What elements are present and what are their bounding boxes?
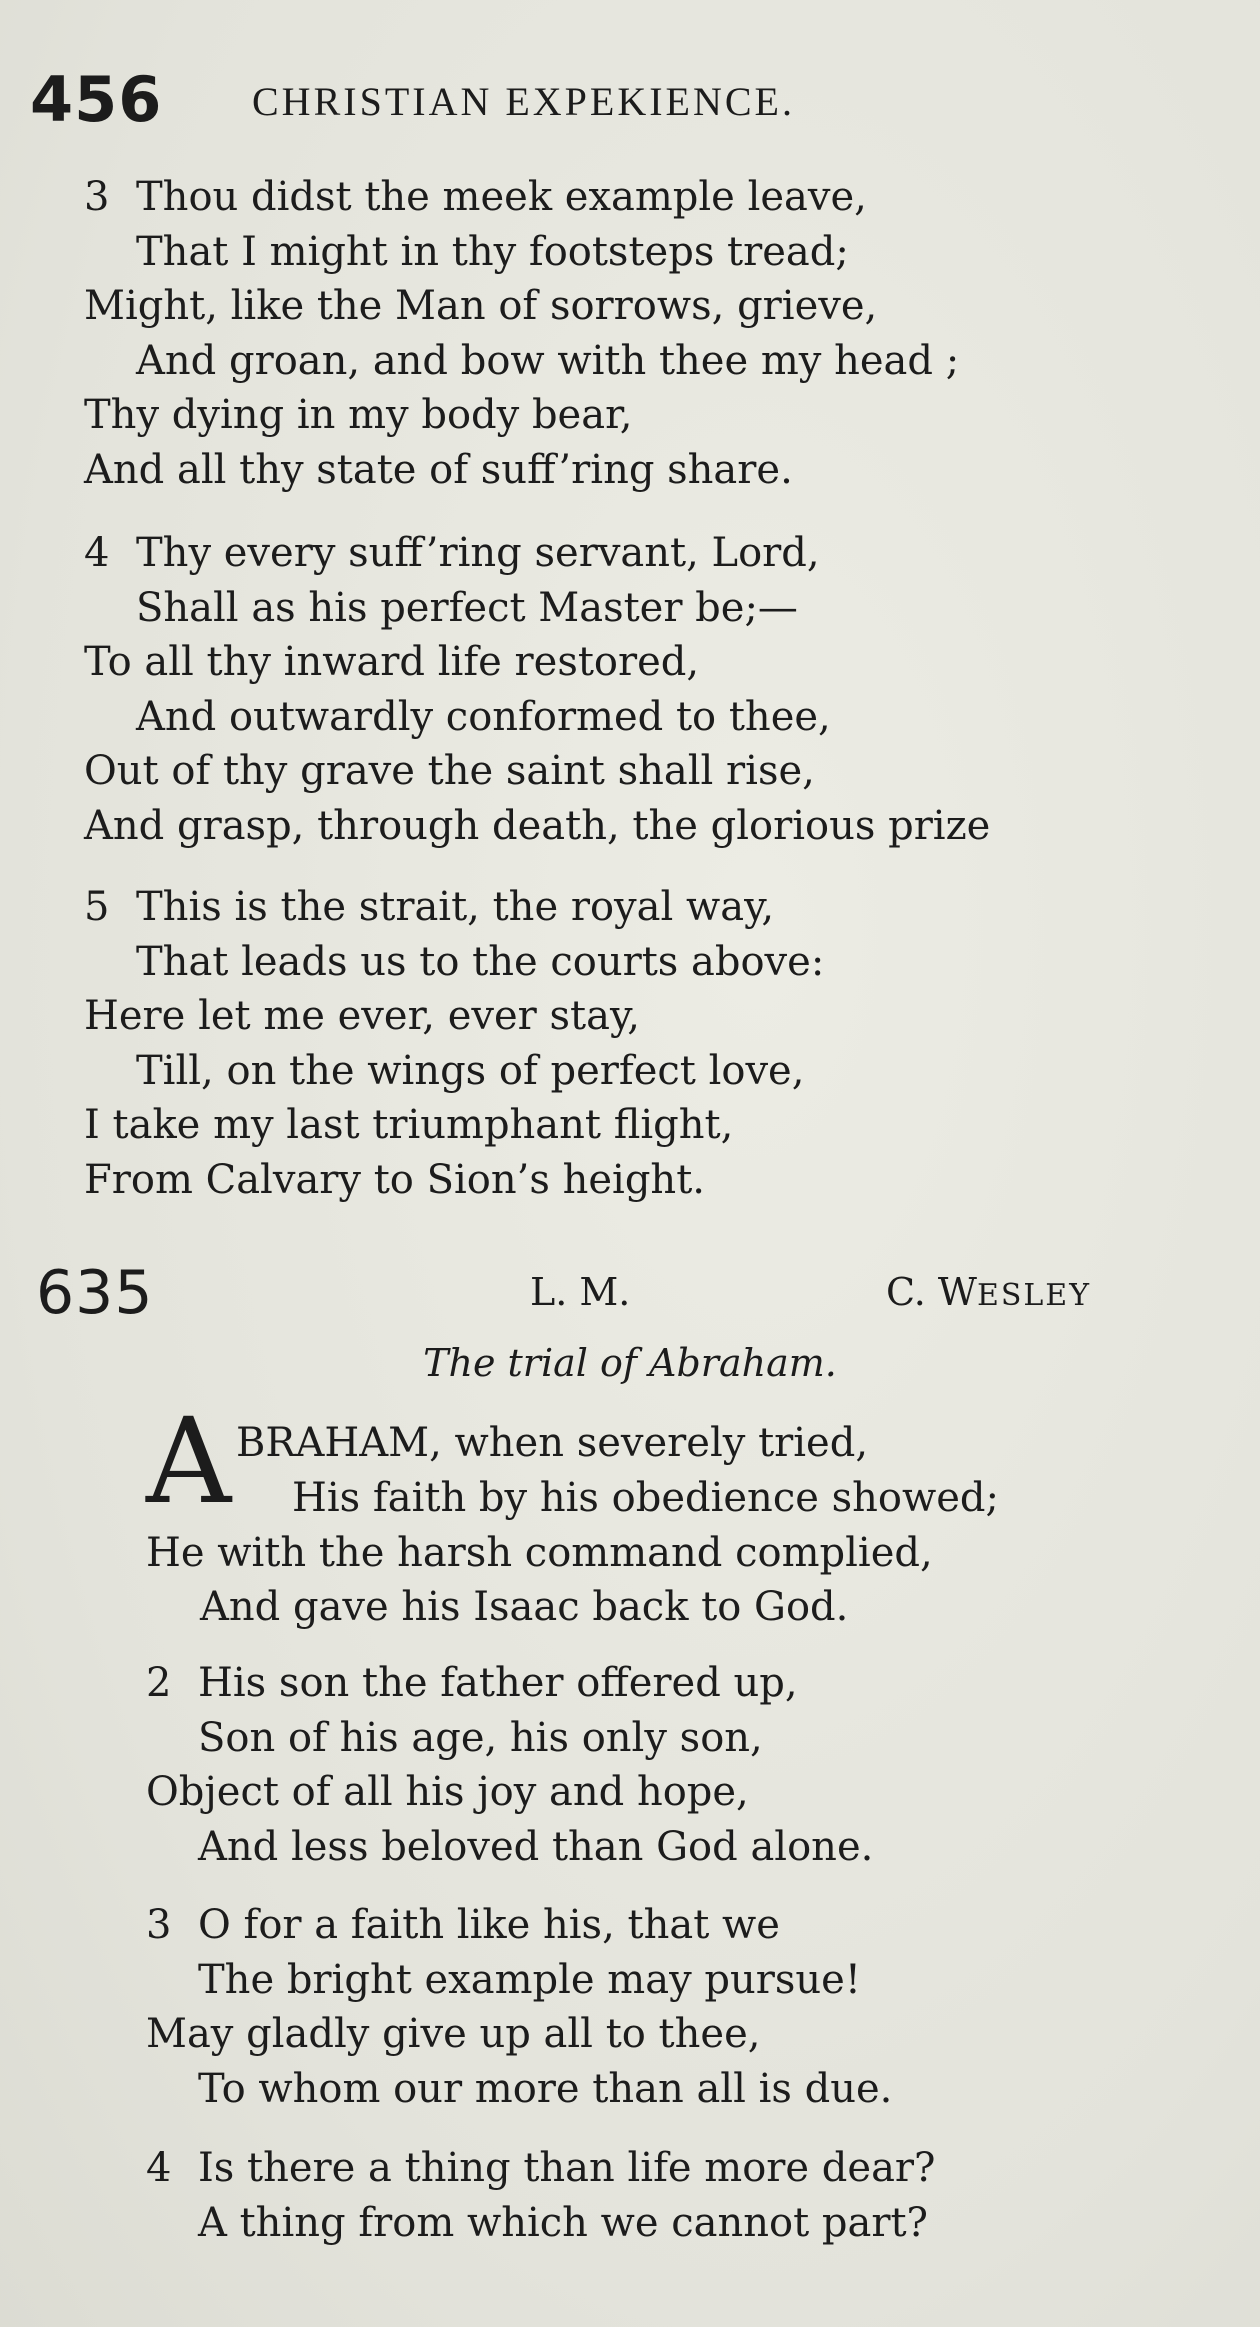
verse-line: That leads us to the courts above: bbox=[136, 938, 825, 985]
verse-line: That I might in thy footsteps tread; bbox=[136, 228, 849, 275]
verse-line: And grasp, through death, the glorious prize bbox=[84, 802, 991, 849]
verse-line: To whom our more than all is due. bbox=[198, 2065, 893, 2112]
verse-line: A thing from which we cannot part? bbox=[198, 2199, 928, 2246]
stanza-number: 3 bbox=[84, 174, 110, 220]
page-header bbox=[30, 60, 1230, 140]
hymn-meter: L. M. bbox=[530, 1270, 631, 1314]
previous-hymn-stanza-5 bbox=[84, 880, 1254, 1208]
verse-line: And less beloved than God alone. bbox=[198, 1823, 874, 1870]
verse-line: Son of his age, his only son, bbox=[198, 1714, 763, 1761]
previous-hymn-stanza-3 bbox=[84, 170, 1254, 498]
verse-line: His faith by his obedience showed; bbox=[292, 1475, 999, 1521]
author-initial: C. W bbox=[886, 1270, 977, 1314]
verse-line: Object of all his joy and hope, bbox=[146, 1769, 749, 1816]
verse-line: Out of thy grave the saint shall rise, bbox=[84, 748, 815, 795]
verse-line: 3 O for a faith like his, that we bbox=[146, 1898, 1226, 1953]
hymn-number: 635 bbox=[36, 1258, 154, 1328]
page-number: 456 bbox=[30, 63, 163, 136]
stanza-number: 4 bbox=[84, 530, 110, 576]
verse-line: BRAHAM, when severely tried, bbox=[236, 1420, 869, 1466]
verse-line: Till, on the wings of perfect love, bbox=[136, 1047, 805, 1094]
hymn-author bbox=[886, 1262, 1091, 1326]
verse-line: To all thy inward life restored, bbox=[84, 639, 700, 686]
verse-line: 5 This is the strait, the royal way, bbox=[84, 880, 1254, 935]
hymn-stanza-2 bbox=[146, 1656, 1226, 1874]
verse-line: 4 Is there a thing than life more dear? bbox=[146, 2141, 1226, 2196]
verse-line: And gave his Isaac back to God. bbox=[200, 1584, 849, 1630]
running-head: CHRISTIAN EXPEKIENCE. bbox=[252, 79, 795, 124]
verse-line: The bright example may pursue! bbox=[198, 1956, 861, 2003]
drop-cap: A bbox=[146, 1392, 232, 1530]
verse-line: 4 Thy every suff’ring servant, Lord, bbox=[84, 526, 1254, 581]
verse-line: And all thy state of suff’ring share. bbox=[84, 446, 793, 493]
stanza-number: 4 bbox=[146, 2145, 172, 2191]
verse-line: Might, like the Man of sorrows, grieve, bbox=[84, 283, 878, 330]
verse-line: Thy dying in my body bear, bbox=[84, 392, 633, 439]
verse-line: 2 His son the father offered up, bbox=[146, 1656, 1226, 1711]
hymn-stanza-4 bbox=[146, 2141, 1226, 2250]
verse-line: May gladly give up all to thee, bbox=[146, 2011, 761, 2058]
hymn-stanza-3 bbox=[146, 1898, 1226, 2116]
previous-hymn-stanza-4 bbox=[84, 526, 1254, 854]
verse-line: 3 Thou didst the meek example leave, bbox=[84, 170, 1254, 225]
verse-line: From Calvary to Sion’s height. bbox=[84, 1156, 705, 1203]
verse-line: He with the harsh command complied, bbox=[146, 1530, 933, 1576]
hymn-title: The trial of Abraham. bbox=[423, 1341, 837, 1385]
verse-line: And outwardly conformed to thee, bbox=[136, 693, 831, 740]
author-surname-rest: ESLEY bbox=[976, 1278, 1092, 1313]
verse-line: Shall as his perfect Master be;— bbox=[136, 584, 798, 631]
verse-line: Here let me ever, ever stay, bbox=[84, 993, 640, 1040]
stanza-number: 5 bbox=[84, 884, 110, 930]
stanza-number: 2 bbox=[146, 1660, 172, 1706]
verse-line: And groan, and bow with thee my head ; bbox=[136, 337, 960, 384]
verse-line: I take my last triumphant flight, bbox=[84, 1102, 734, 1149]
stanza-number: 3 bbox=[146, 1902, 172, 1948]
